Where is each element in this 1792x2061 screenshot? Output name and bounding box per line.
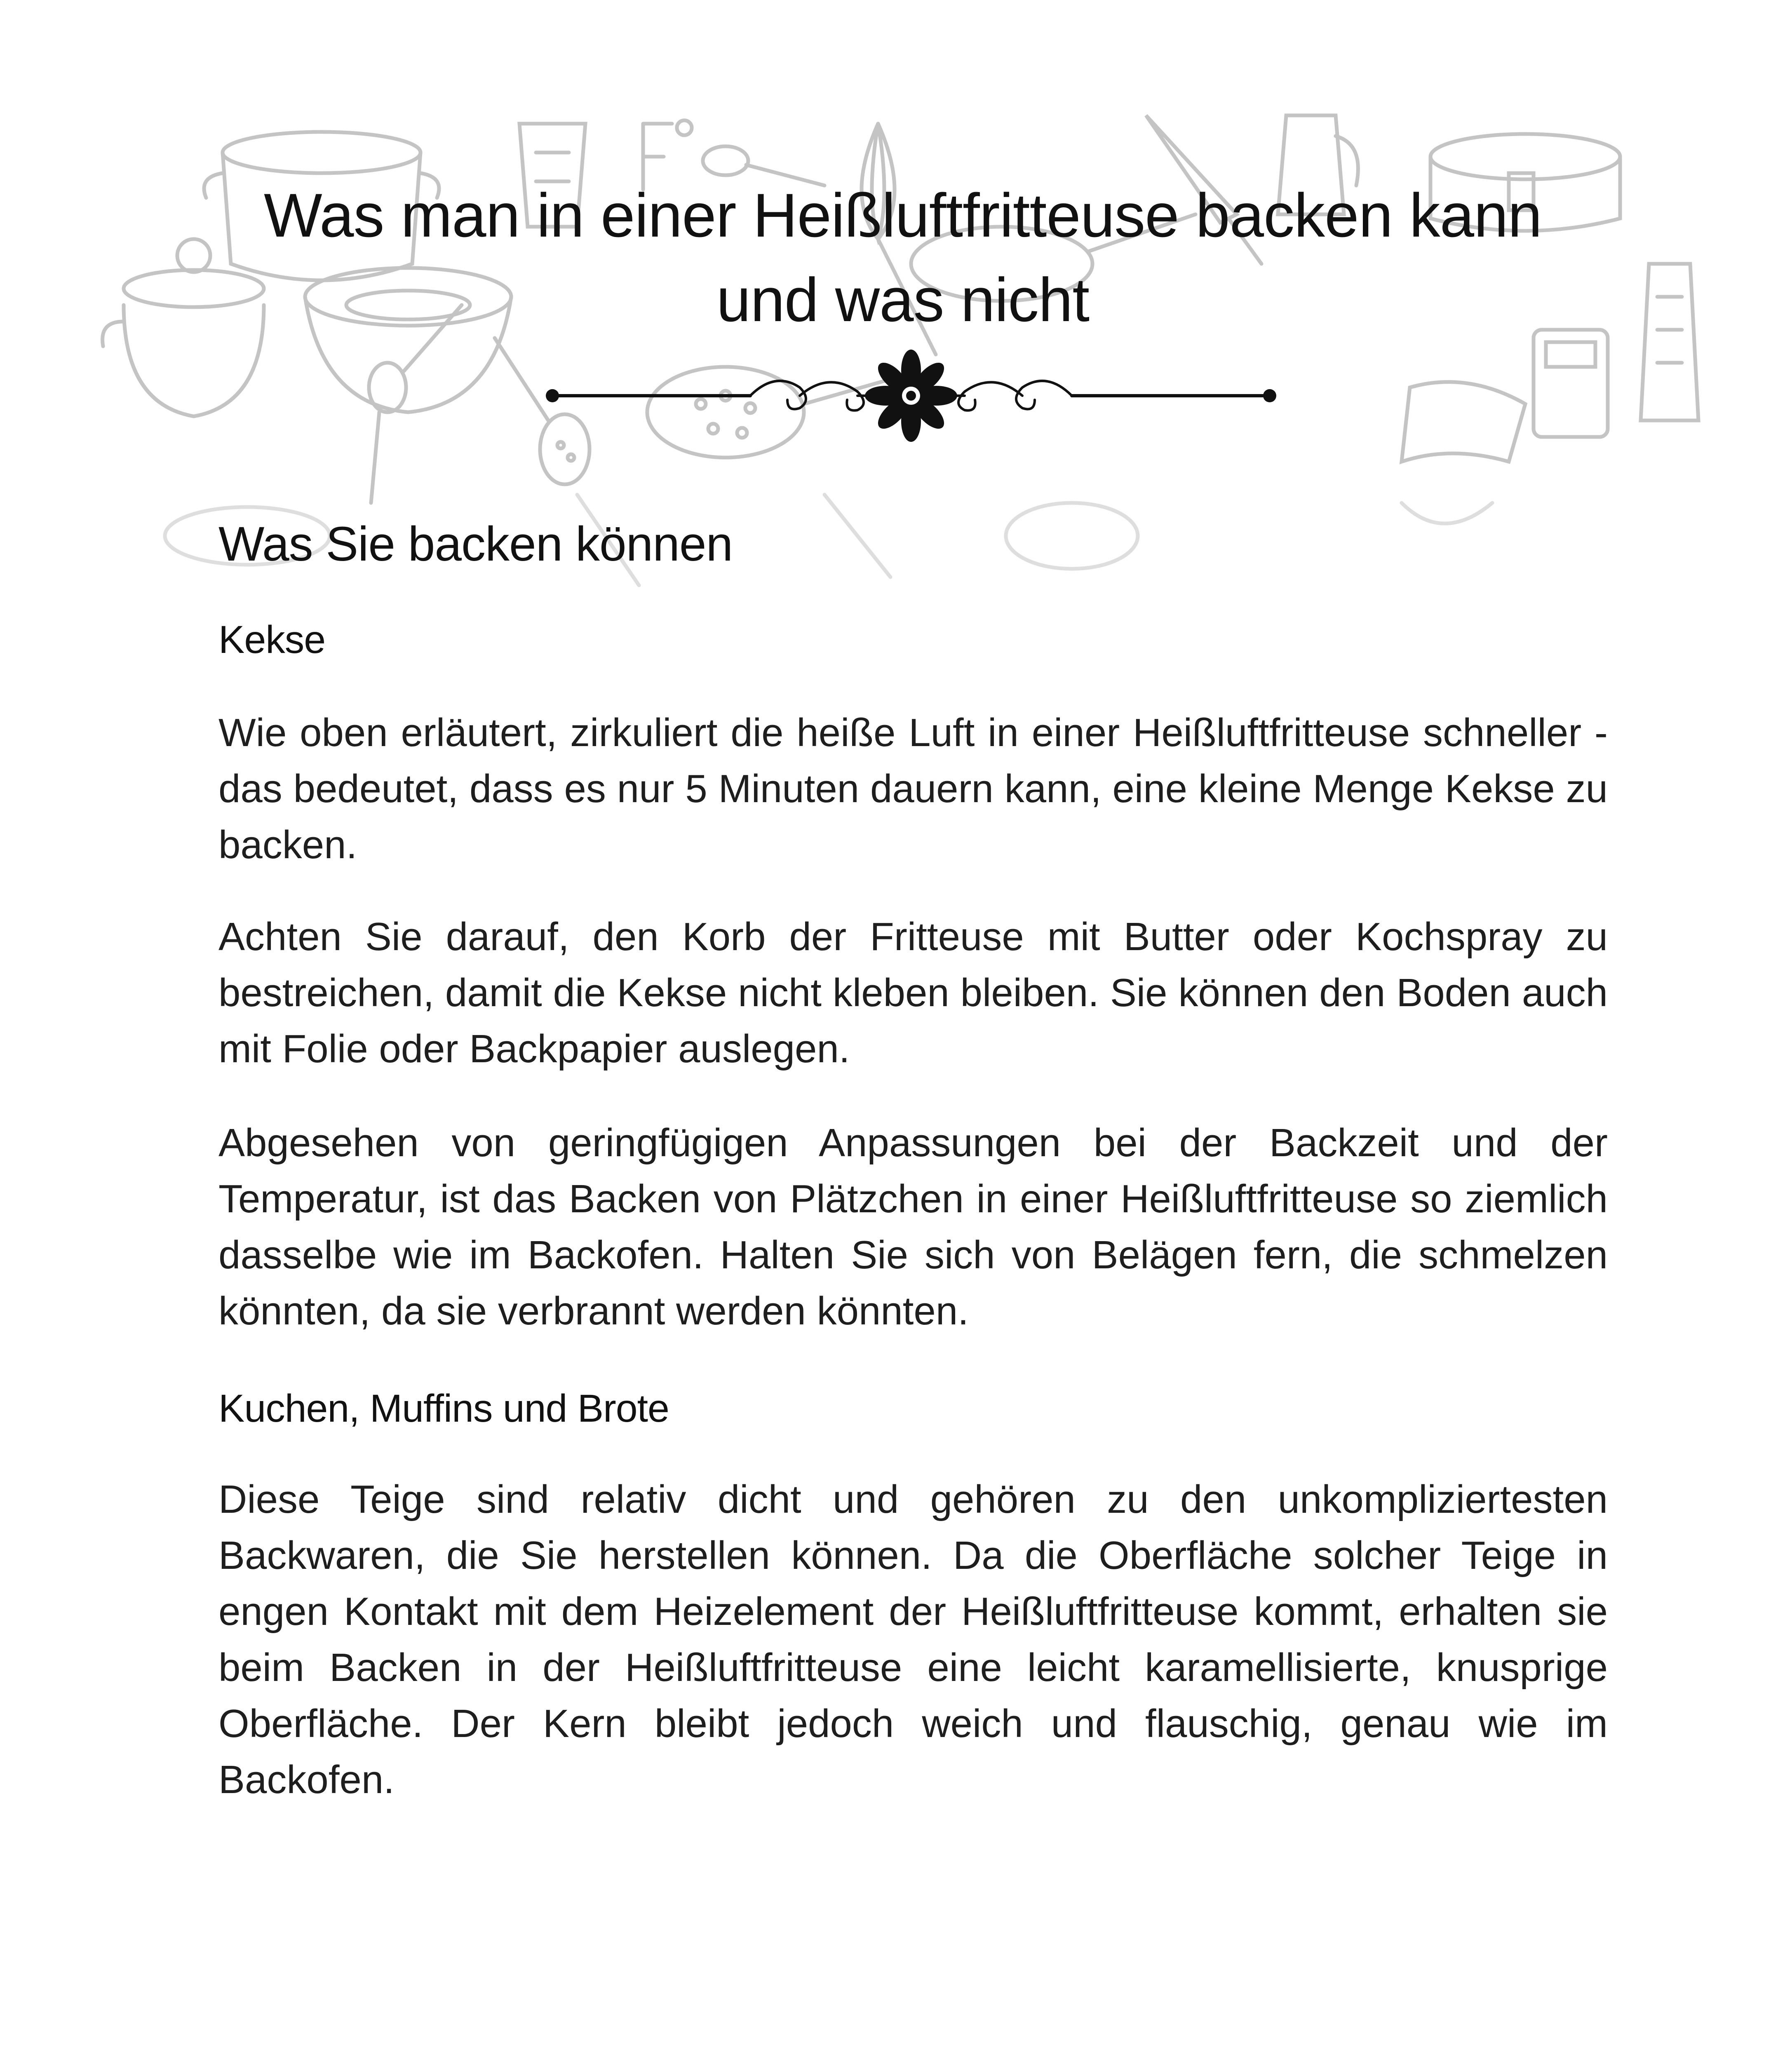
paragraph: Diese Teige sind relativ dicht und gehören zu den unkompliziertesten Backwaren, die Sie herstellen können. Da die Oberfläche solcher Teige in engen Kontakt mit dem Heizelement der Heißluftfritteuse kommt, erhalten sie beim Backen in der Heißluftfritteuse eine leicht karamellisierte, knusprige Oberfläche. Der Kern bleibt jedoch weich und flauschig, genau wie im Backofen. [218,1477,1608,1802]
paragraph: Abgesehen von geringfügigen Anpassungen bei der Backzeit und der Temperatur, ist das Backen von Plätzchen in einer Heißluftfritteuse so ziemlich dasselbe wie im Backofen. Halten Sie sich von Belägen fern, die schmelzen könnten, da sie verbrannt werden könnten. [218,1121,1608,1333]
subsection-heading-kuchen: Kuchen, Muffins und Brote [218,1387,669,1430]
calculator-icon [1534,330,1608,437]
subsection-heading-kekse: Kekse [218,618,326,662]
paragraph: Wie oben erläutert, zirkuliert die heiße Luft in einer Heißluftfritteuse schneller - das bedeutet, dass es nur 5 Minuten dauern kann, eine kleine Menge Kekse zu backen. [218,711,1608,867]
page-title: Was man in einer Heißluftfritteuse backen kann und was nicht [264,181,1542,334]
flourish-divider-icon [544,346,1278,449]
cloth-icon [1402,382,1525,462]
section-heading: Was Sie backen können [218,517,733,571]
paragraph: Achten Sie darauf, den Korb der Fritteuse mit Butter oder Kochspray zu bestreichen, damit die Kekse nicht kleben bleiben. Sie können den Boden auch mit Folie oder Backpapier auslegen. [218,915,1608,1071]
grater-icon [1641,264,1698,420]
pot-icon [103,239,264,416]
